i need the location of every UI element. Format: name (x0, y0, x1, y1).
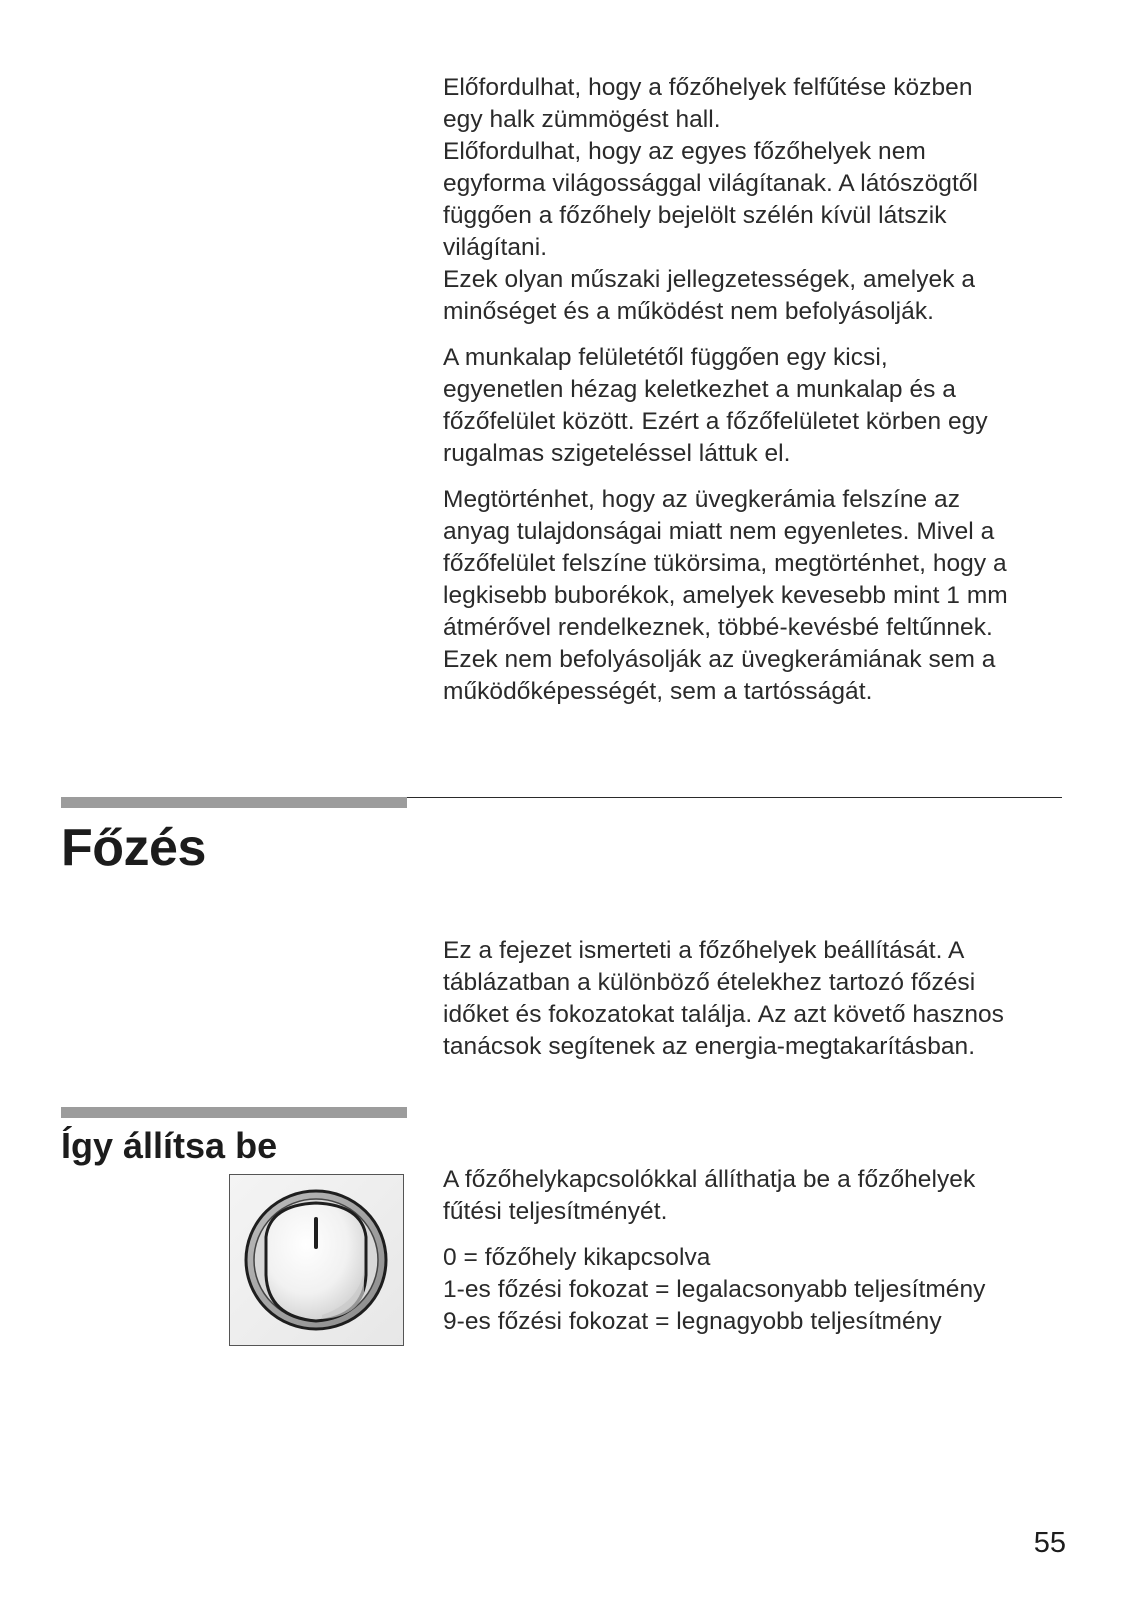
text-line: Ezek nem befolyásolják az üvegkerámiának sem a (443, 646, 996, 673)
text-line: főzőfelület között. Ezért a főzőfelületet körben egy (443, 408, 988, 435)
text-line: A főzőhelykapcsolókkal állíthatja be a főzőhelyek (443, 1166, 976, 1193)
text-line: főzőfelület felszíne tükörsima, megtörténhet, hogy a (443, 550, 1007, 577)
text-line: Előfordulhat, hogy az egyes főzőhelyek nem (443, 138, 926, 165)
paragraph-knob-function (443, 1164, 1083, 1228)
section-rule-thin (407, 797, 1062, 798)
paragraph-humming (443, 72, 1083, 136)
settings-text-block (443, 1164, 1083, 1338)
text-line: 0 = főzőhely kikapcsolva (443, 1244, 711, 1271)
paragraph-worktop-gap (443, 342, 1083, 470)
text-line: Ezek olyan műszaki jellegzetességek, amelyek a (443, 266, 976, 293)
text-line: fűtési teljesítményét. (443, 1198, 668, 1225)
text-line: Megtörténhet, hogy az üvegkerámia felszíne az (443, 486, 961, 513)
text-line: egy halk zümmögést hall. (443, 106, 721, 133)
text-line: működőképességét, sem a tartósságát. (443, 678, 873, 705)
cooking-intro-block (443, 935, 1083, 1063)
text-line: világítani. (443, 234, 548, 261)
text-line: Ez a fejezet ismerteti a főzőhelyek beállítását. A (443, 937, 965, 964)
text-line: tanácsok segítenek az energia-megtakarításban. (443, 1033, 976, 1060)
text-line: 1-es főzési fokozat = legalacsonyabb teljesítmény (443, 1276, 986, 1303)
text-line: egyforma világossággal világítanak. A látószögtől (443, 170, 978, 197)
paragraph-brightness (443, 136, 1083, 264)
paragraph-chapter-intro (443, 935, 1083, 1063)
text-line: táblázatban a különböző ételekhez tartozó főzési (443, 969, 976, 996)
text-line: minőséget és a működést nem befolyásolják. (443, 298, 934, 325)
paragraph-power-levels (443, 1242, 1083, 1338)
subsection-heading-settings: Így állítsa be (61, 1125, 278, 1166)
subsection-rule-thick (61, 1107, 407, 1118)
text-line: átmérővel rendelkeznek, többé-kevésbé feltűnnek. (443, 614, 993, 641)
text-line: anyag tulajdonságai miatt nem egyenletes. Mivel a (443, 518, 995, 545)
control-knob-icon (230, 1175, 402, 1344)
paragraph-glass-ceramic (443, 484, 1083, 708)
top-text-block (443, 72, 1083, 708)
paragraph-technical (443, 264, 1083, 328)
page-number: 55 (1033, 1527, 1066, 1559)
section-rule-thick (61, 797, 407, 808)
text-line: A munkalap felületétől függően egy kicsi, (443, 344, 888, 371)
text-line: rugalmas szigeteléssel láttuk el. (443, 440, 791, 467)
text-line: 9-es főzési fokozat = legnagyobb teljesítmény (443, 1308, 942, 1335)
text-line: Előfordulhat, hogy a főzőhelyek felfűtése közben (443, 74, 973, 101)
text-line: időket és fokozatokat találja. Az azt követő hasznos (443, 1001, 1004, 1028)
text-line: egyenetlen hézag keletkezhet a munkalap és a (443, 376, 956, 403)
control-knob-illustration (229, 1174, 404, 1346)
section-heading-cooking: Főzés (61, 819, 206, 877)
text-line: legkisebb buborékok, amelyek kevesebb mint 1 mm (443, 582, 1008, 609)
text-line: függően a főzőhely bejelölt szélén kívül látszik (443, 202, 947, 229)
